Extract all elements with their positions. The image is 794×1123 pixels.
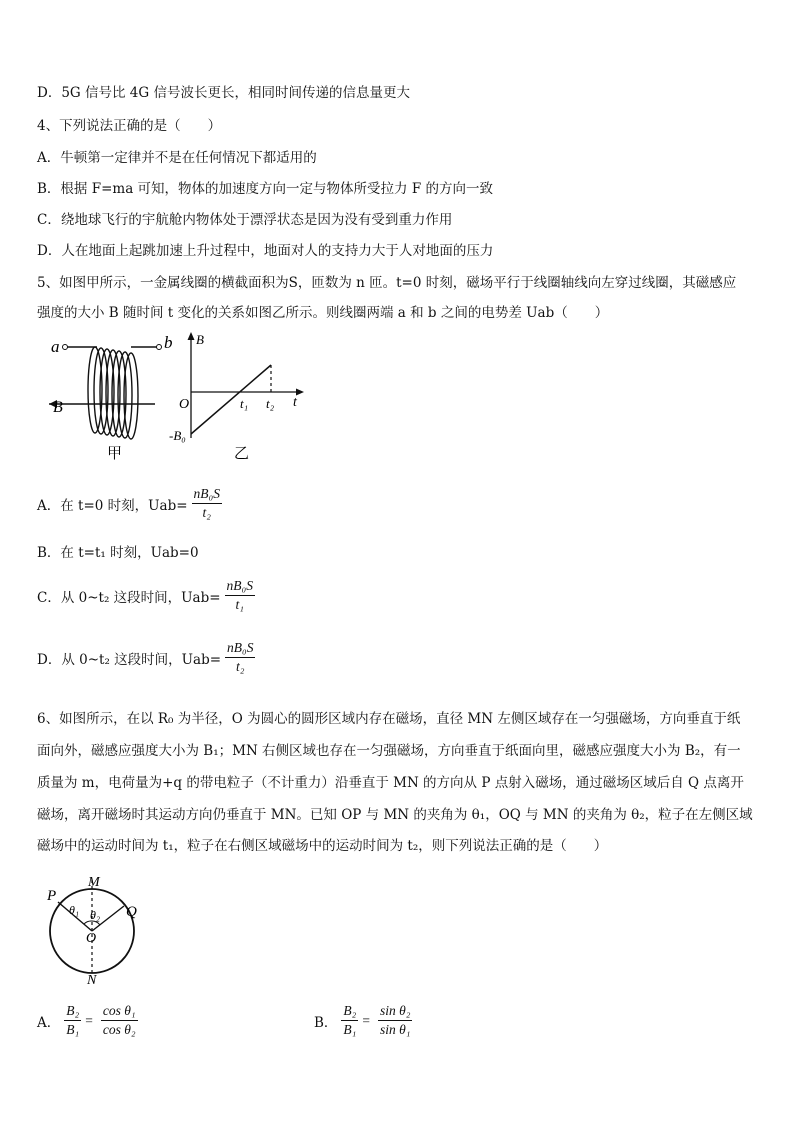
- q6-stem-line3: 质量为 m，电荷量为+q 的带电粒子（不计重力）沿垂直于 MN 的方向从 P 点射入磁场，通过磁场区域后自 Q 点离开: [37, 775, 744, 791]
- q5-stem-line2: 强度的大小 B 随时间 t 变化的关系如图乙所示。则线圈两端 a 和 b 之间的电势差 Uab（ ）: [37, 305, 609, 321]
- q5-figure-graph: [168, 330, 318, 465]
- circle-label-Q: Q: [126, 904, 137, 920]
- circle-label-O: O: [86, 931, 97, 946]
- q5-figure-coil: [45, 330, 185, 465]
- q6-figure-circle: [36, 868, 146, 988]
- q6-option-a: A． $\frac{\text{B₂}}{\text{B₁}}$ = $\frac{\text{cos θ₁}}{\text{cos θ₂}}$: [37, 1003, 136, 1037]
- q4-option-a: A．牛顿第一定律并不是在任何情况下都适用的: [37, 150, 317, 166]
- graph-t1: t₁: [240, 396, 249, 411]
- coil-label-b: b: [164, 333, 173, 352]
- q5-option-c-fraction: $\frac{\text{nB₀S}}{\text{t₁}}$: [226, 578, 253, 612]
- q6-stem-line2: 面向外，磁感应强度大小为 B₁；MN 右侧区域也存在一匀强磁场，方向垂直于纸面向里，磁感应强度大小为 B₂，有一: [37, 743, 741, 759]
- q5-stem-line1: 5、如图甲所示，一金属线圈的横截面积为S，匝数为 n 匝。t=0 时刻，磁场平行于线圈轴线向左穿过线圈，其磁感应: [37, 275, 737, 291]
- q5-option-d-fraction: $\frac{\text{nB₀S}}{\text{t₂}}$: [227, 640, 254, 674]
- circle-label-M: M: [88, 875, 100, 890]
- circle-label-N: N: [87, 973, 97, 988]
- q4-stem: 4、下列说法正确的是（ ）: [37, 118, 222, 134]
- coil-caption: 甲: [107, 446, 123, 462]
- graph-neg-b0: -B₀: [169, 428, 186, 443]
- graph-y-axis-label: B: [196, 332, 204, 347]
- q6-stem-line1: 6、如图所示，在以 R₀ 为半径，O 为圆心的圆形区域内存在磁场，直径 MN 左侧区域存在一匀强磁场，方向垂直于纸: [37, 711, 741, 727]
- graph-caption: 乙: [234, 446, 250, 462]
- q6-stem-line5: 磁场中的运动时间为 t₁，粒子在右侧区域磁场中的运动时间为 t₂，则下列说法正确的是（ ）: [37, 838, 608, 854]
- q5-option-d: D．从 0~t₂ 这段时间，Uab= $\frac{\text{nB₀S}}{\text{t₂}}$: [37, 640, 254, 674]
- graph-t-axis-label: t: [293, 395, 297, 410]
- q3-option-d: D．5G 信号比 4G 信号波长更长，相同时间传递的信息量更大: [37, 85, 410, 101]
- circle-label-theta1: θ₁: [69, 903, 80, 917]
- q6-option-b: B． $\frac{\text{B₂}}{\text{B₁}}$ = $\frac{\text{sin θ₂}}{\text{sin θ₁}}$: [314, 1003, 411, 1037]
- q5-option-a: A．在 t=0 时刻，Uab= $\frac{\text{nB₀S}}{\text{t₂}}$: [37, 486, 220, 520]
- graph-origin: O: [179, 397, 190, 412]
- coil-label-a: a: [51, 337, 60, 356]
- q4-option-c: C．绕地球飞行的宇航舱内物体处于漂浮状态是因为没有受到重力作用: [37, 212, 453, 228]
- q6-stem-line4: 磁场，离开磁场时其运动方向仍垂直于 MN。已知 OP 与 MN 的夹角为 θ₁，OQ 与 MN 的夹角为 θ₂，粒子在左侧区域: [37, 807, 753, 823]
- circle-label-P: P: [47, 888, 57, 904]
- graph-t2: t₂: [266, 396, 275, 411]
- q5-option-c: C．从 0~t₂ 这段时间，Uab= $\frac{\text{nB₀S}}{\text{t₁}}$: [37, 578, 253, 612]
- q5-option-a-fraction: $\frac{\text{nB₀S}}{\text{t₂}}$: [193, 486, 220, 520]
- q4-option-b: B．根据 F=ma 可知，物体的加速度方向一定与物体所受拉力 F 的方向一致: [37, 181, 493, 197]
- circle-label-theta2: θ₂: [90, 908, 101, 922]
- q5-option-b: B．在 t=t₁ 时刻，Uab=0: [37, 545, 199, 561]
- q4-option-d: D．人在地面上起跳加速上升过程中，地面对人的支持力大于人对地面的压力: [37, 243, 494, 259]
- coil-label-B: B: [53, 399, 63, 416]
